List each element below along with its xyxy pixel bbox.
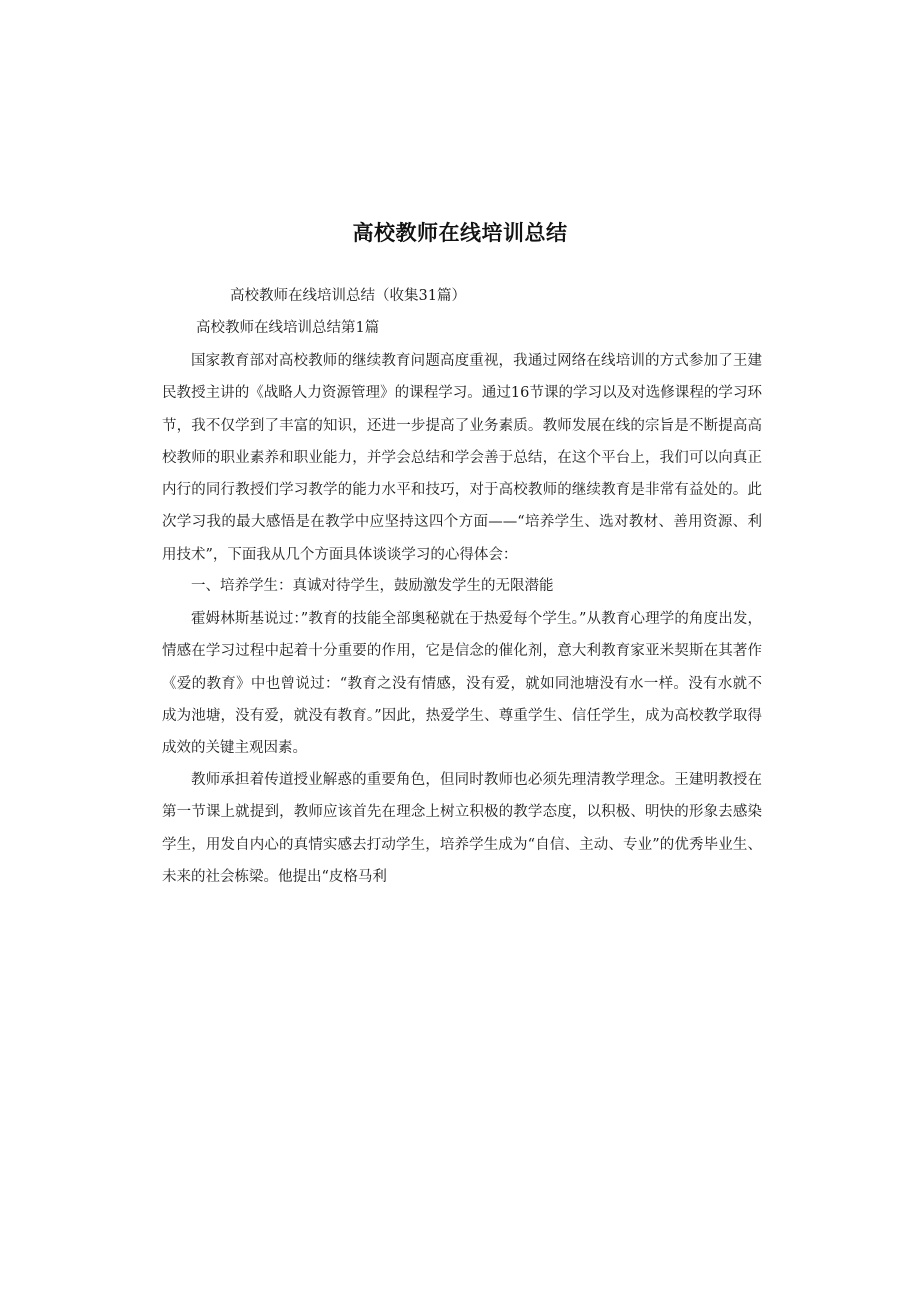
paragraph-teaching-philosophy: 教师承担着传道授业解惑的重要角色，但同时教师也必须先理清教学理念。王建明教授在第一节课上就提到，教师应该首先在理念上树立积极的教学态度，以积极、明快的形象去感染学生，用发自内心的真情实感去打动学生，培养学生成为“自信、主动、专业”的优秀毕业生、未来的社会栋梁。他提出“皮格马利 [162,772,762,885]
paragraph-love-students: 霍姆林斯基说过：”教育的技能全部奥秘就在于热爱每个学生。”从教育心理学的角度出发，情感在学习过程中起着十分重要的作用，它是信念的催化剂，意大利教育家亚米契斯在其著作《爱的教育》中也曾说过：“教育之没有情感，没有爱，就如同池塘没有水一样。没有水就不成为池塘，没有爱，就没有教育。”因此，热爱学生、尊重学生、信任学生，成为高校教学取得成效的关键主观因素。 [162,611,762,757]
section-title: 高校教师在线培训总结第1篇 [196,320,380,336]
document-subtitle: 高校教师在线培训总结（收集31篇） [230,288,466,304]
document-title: 高校教师在线培训总结 [352,221,568,245]
paragraph-intro: 国家教育部对高校教师的继续教育问题高度重视，我通过网络在线培训的方式参加了王建民教授主讲的《战略人力资源管理》的课程学习。通过16节课的学习以及对选修课程的学习环节，我不仅学到了丰富的知识，还进一步提高了业务素质。教师发展在线的宗旨是不断提高高校教师的职业素养和职业能力，并学会总结和学会善于总结，在这个平台上，我们可以向真正内行的同行教授们学习教学的能力水平和技巧，对于高校教师的继续教育是非常有益处的。此次学习我的最大感悟是在教学中应坚持这四个方面——“培养学生、选对教材、善用资源、利用技术”，下面我从几个方面具体谈谈学习的心得体会： [162,353,762,563]
section-heading-cultivate-students: 一、培养学生：真诚对待学生，鼓励激发学生的无限潜能 [191,578,554,594]
